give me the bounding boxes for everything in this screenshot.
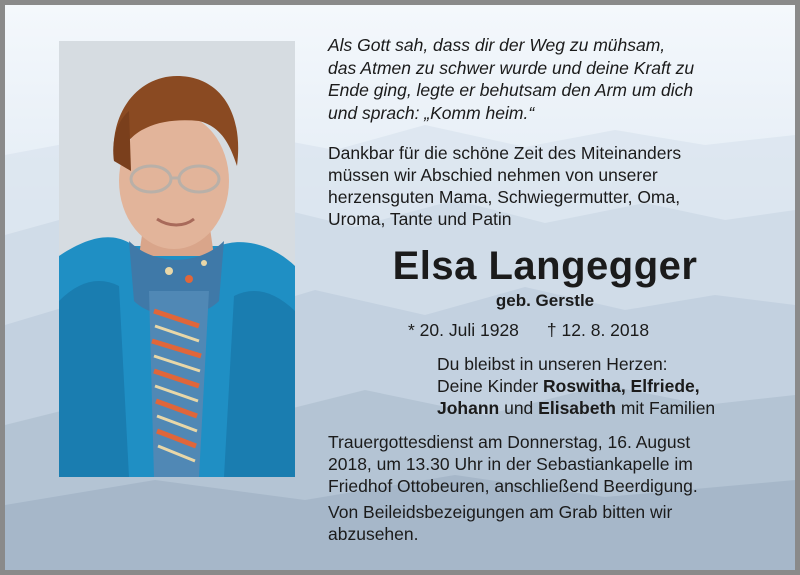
mourners-prefix: Deine Kinder xyxy=(437,376,544,396)
verse-line: das Atmen zu schwer wurde und deine Kraft zu xyxy=(328,57,695,78)
deceased-name: Elsa Langegger xyxy=(392,244,698,288)
gratitude-line: herzensguten Mama, Schwiegermutter, Oma, xyxy=(328,187,681,207)
mourners-and: und xyxy=(499,398,539,418)
verse-line: Ende ging, legte er behutsam den Arm um dich xyxy=(328,80,694,100)
birth-date: * 20. Juli 1928 xyxy=(408,320,519,340)
gratitude-line: Dankbar für die schöne Zeit des Miteinanders xyxy=(328,143,682,163)
service-text xyxy=(328,431,698,497)
mourners-names: Roswitha, Elfriede, xyxy=(543,376,700,396)
gratitude-line: müssen wir Abschied nehmen von unserer xyxy=(328,165,658,185)
death-date: † 12. 8. 2018 xyxy=(546,320,650,340)
verse-line: und sprach: „Komm heim.“ xyxy=(328,102,535,123)
gratitude-text xyxy=(328,142,768,230)
condolence-line: abzusehen. xyxy=(328,524,419,544)
mourner-name: Johann xyxy=(437,398,500,418)
service-line: Trauergottesdienst am Donnerstag, 16. August xyxy=(328,432,691,452)
condolence-line: Von Beileidsbezeigungen am Grab bitten wir xyxy=(328,502,673,522)
mourner-name: Elisabeth xyxy=(538,398,616,418)
verse-text xyxy=(328,34,768,124)
condolence-text xyxy=(328,501,672,545)
service-line: 2018, um 13.30 Uhr in der Sebastiankapelle im xyxy=(328,454,693,474)
life-dates xyxy=(408,319,649,341)
mourners-line xyxy=(437,397,715,419)
mourners-line xyxy=(437,375,715,397)
mourners-text xyxy=(437,353,715,419)
verse-line: Als Gott sah, dass dir der Weg zu mühsam, xyxy=(328,35,666,55)
service-line: Friedhof Ottobeuren, anschließend Beerdigung. xyxy=(328,476,698,496)
mourners-line: Du bleibst in unseren Herzen: xyxy=(437,354,668,374)
portrait-illustration xyxy=(59,41,295,477)
portrait-photo xyxy=(59,41,295,477)
gratitude-line: Uroma, Tante und Patin xyxy=(328,209,512,229)
birth-name: geb. Gerstle xyxy=(495,291,595,310)
mourners-suffix: mit Familien xyxy=(615,398,716,418)
